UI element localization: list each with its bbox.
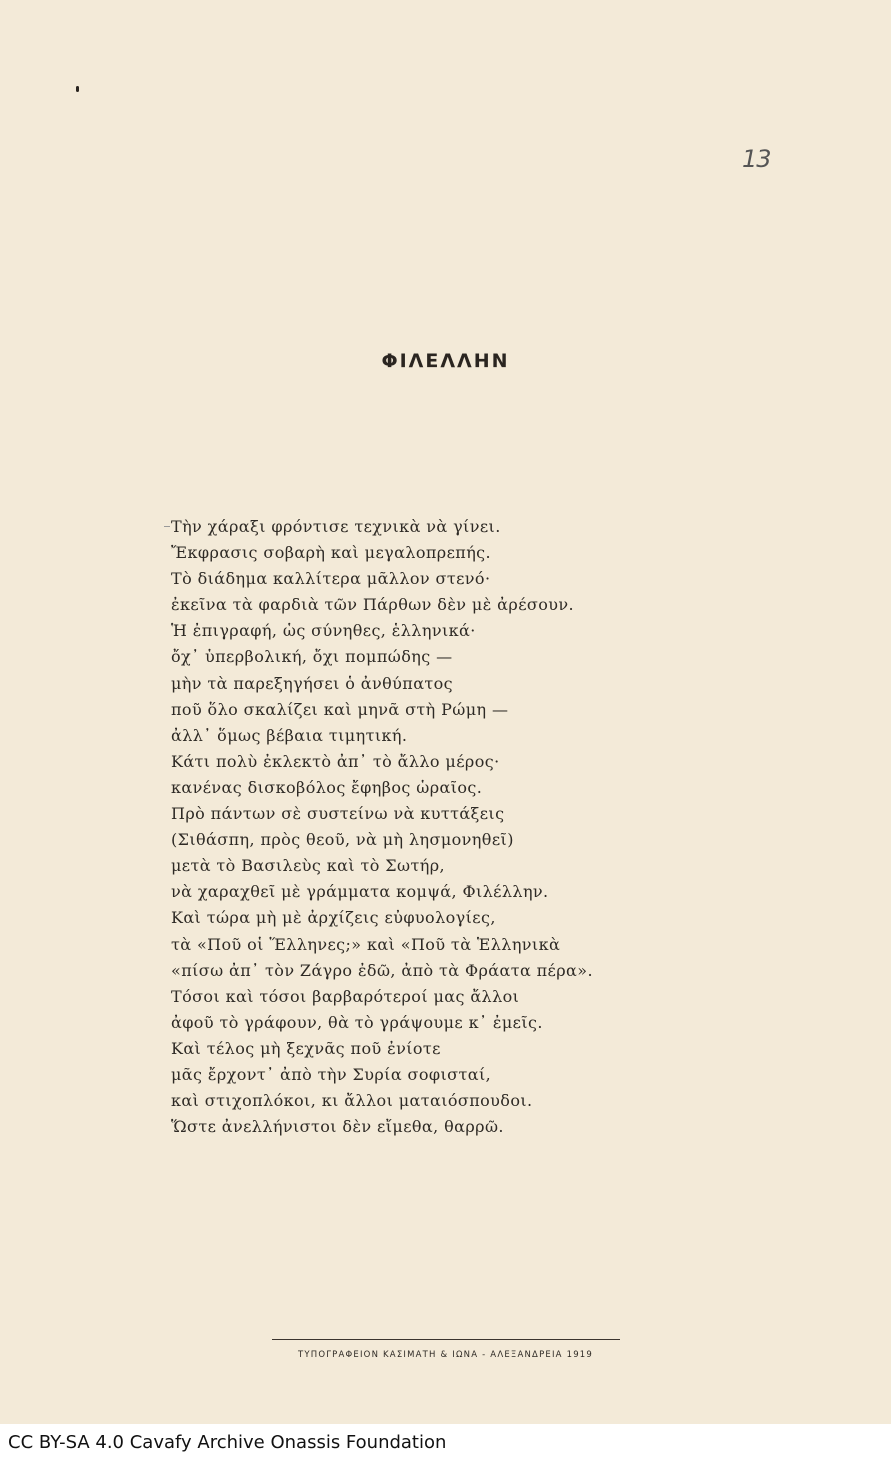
- poem-line: μᾶς ἔρχοντ᾿ ἀπὸ τὴν Συρία σοφισταί,: [171, 1064, 492, 1084]
- poem-line: Τὸ διάδημα καλλίτερα μᾶλλον στενό·: [171, 569, 491, 589]
- poem-line: ἀλλ᾿ ὅμως βέβαια τιμητική.: [171, 725, 408, 745]
- footer-rule: [272, 1339, 620, 1340]
- handwritten-page-number: 13: [742, 145, 771, 173]
- poem-line: ὄχ᾿ ὑπερβολική, ὄχι πομπώδης —: [171, 647, 453, 667]
- poem-line: Τὴν χάραξι φρόντισε τεχνικὰ νὰ γίνει.: [171, 517, 501, 536]
- poem-line: νὰ χαραχθεῖ μὲ γράμματα κομψά, Φιλέλλην.: [171, 882, 549, 902]
- poem-line: Καὶ τώρα μὴ μὲ ἀρχίζεις εὐφυολογίες,: [171, 908, 496, 928]
- poem-line: Τόσοι καὶ τόσοι βαρβαρότεροί μας ἄλλοι: [171, 986, 520, 1006]
- ink-speck: [76, 86, 79, 92]
- poem-body: [171, 514, 593, 1140]
- poem-line: Καὶ τέλος μὴ ξεχνᾶς ποῦ ἐνίοτε: [171, 1038, 441, 1058]
- poem-line: Ὥστε ἀνελλήνιστοι δὲν εἴμεθα, θαρρῶ.: [171, 1117, 504, 1137]
- poem-line: Κάτι πολὺ ἐκλεκτὸ ἀπ᾿ τὸ ἄλλο μέρος·: [171, 751, 500, 771]
- poem-line: ἀφοῦ τὸ γράφουν, θὰ τὸ γράψουμε κ᾿ ἐμεῖς.: [171, 1012, 543, 1032]
- poem-line: τὰ «Ποῦ οἱ Ἕλληνες;» καὶ «Ποῦ τὰ Ἑλληνικὰ: [171, 934, 561, 954]
- poem-line: ἐκεῖνα τὰ φαρδιὰ τῶν Πάρθων δὲν μὲ ἀρέσουν.: [171, 595, 574, 615]
- poem-line: καὶ στιχοπλόκοι, κι ἄλλοι ματαιόσπουδοι.: [171, 1091, 533, 1111]
- poem-line: μὴν τὰ παρεξηγήσει ὁ ἀνθύπατος: [171, 673, 454, 693]
- poem-line: μετὰ τὸ Βασιλεὺς καὶ τὸ Σωτήρ,: [171, 856, 445, 876]
- poem-line: (Σιθάσπη, πρὸς θεοῦ, νὰ μὴ λησμονηθεῖ): [171, 830, 514, 850]
- poem-line: κανένας δισκοβόλος ἔφηβος ὡραῖος.: [171, 777, 483, 797]
- poem-line: «πίσω ἀπ᾿ τὸν Ζάγρο ἐδῶ, ἀπὸ τὰ Φράατα πέρα».: [171, 960, 593, 980]
- poem-line: Ἡ ἐπιγραφή, ὡς σύνηθες, ἑλληνικά·: [171, 621, 476, 641]
- poem-line: ποῦ ὅλο σκαλίζει καὶ μηνᾶ στὴ Ρώμη —: [171, 699, 509, 719]
- margin-mark: [164, 526, 170, 527]
- poem-line: Πρὸ πάντων σὲ συστείνω νὰ κυττάξεις: [171, 804, 505, 824]
- poem-line: Ἔκφρασις σοβαρὴ καὶ μεγαλοπρεπής.: [171, 543, 492, 563]
- poem-title: ΦΙΛΕΛΛΗΝ: [381, 350, 510, 372]
- printer-imprint: ΤΥΠΟΓΡΑΦΕΙΟΝ ΚΑΣΙΜΑΤΗ & ΙΩΝΑ - ΑΛΕΞΑΝΔΡΕΙΑ 1919: [297, 1350, 594, 1360]
- license-credit: CC BY-SA 4.0 Cavafy Archive Onassis Foundation: [8, 1432, 447, 1453]
